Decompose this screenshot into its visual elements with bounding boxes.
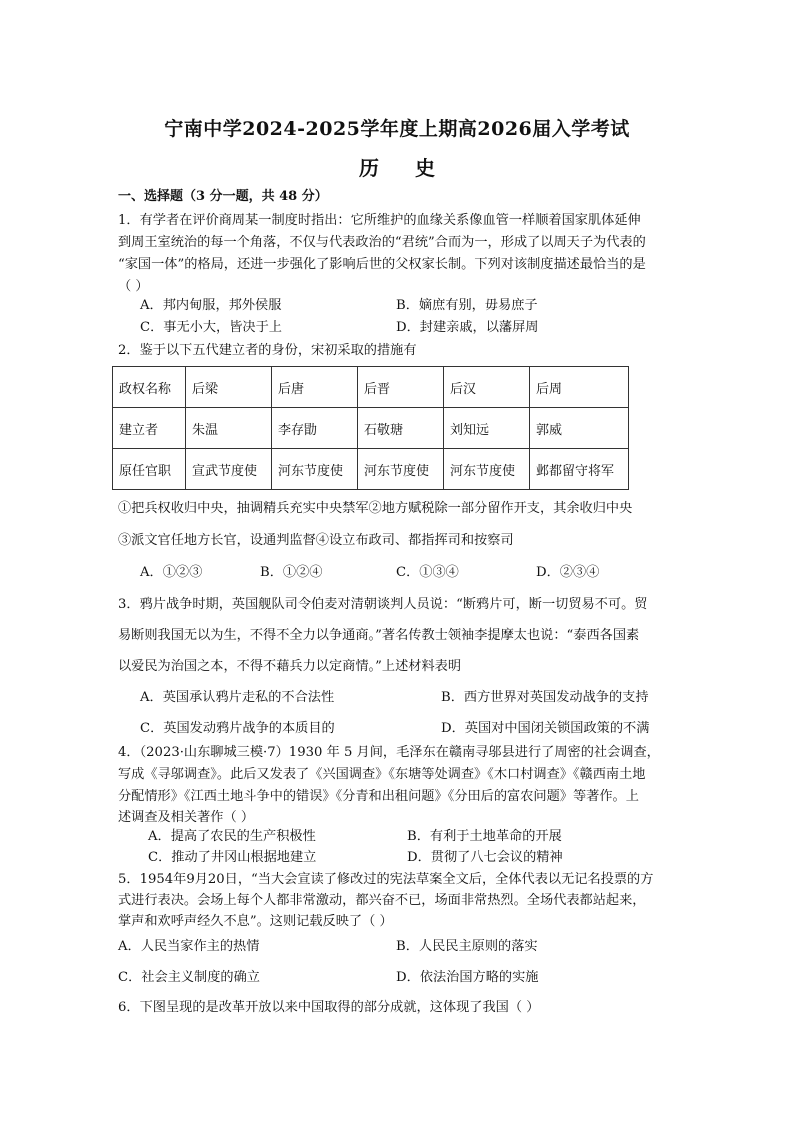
q1-stem-line-4: （ ） <box>118 279 149 294</box>
table-cell: 李存勖 <box>272 408 358 449</box>
table-row <box>113 367 629 408</box>
table-cell: 后梁 <box>186 367 272 408</box>
table-cell: 后周 <box>530 367 629 408</box>
q1-stem-line-2: 到周王室统治的每一个角落，不仅与代表政治的“君统”合而为一，形成了以周天子为代表的 <box>118 235 646 250</box>
q3-stem-line-1: 3．鸦片战争时期，英国舰队司令伯麦对清朝谈判人员说：“断鸦片可，断一切贸易不可。贸 <box>118 597 648 612</box>
table-cell: 朱温 <box>186 408 272 449</box>
q1-stem-line-3: “家国一体”的格局，还进一步强化了影响后世的父权家长制。下列对该制度描述最恰当的是 <box>118 257 646 272</box>
table-cell: 后汉 <box>444 367 530 408</box>
table-cell: 河东节度使 <box>272 449 358 490</box>
q5-option-b[interactable]: B．人民民主原则的落实 <box>396 939 538 954</box>
table-cell: 刘知远 <box>444 408 530 449</box>
q4-option-c[interactable]: C．推动了井冈山根据地建立 <box>148 850 317 865</box>
q4-option-a[interactable]: A．提高了农民的生产积极性 <box>148 829 316 844</box>
q4-stem-line-1: 4．（2023·山东聊城三模·7）1930 年 5 月间，毛泽东在赣南寻邬县进行了周密的社会调查， <box>118 745 660 760</box>
q4-stem-line-2: 写成《寻邬调查》。此后又发表了《兴国调查》《东塘等处调查》《木口村调查》《赣西南土地 <box>118 767 646 782</box>
table-cell: 石敬瑭 <box>358 408 444 449</box>
section-heading: 一、选择题（3 分一题，共 48 分） <box>118 189 328 204</box>
q1-option-b[interactable]: B．嫡庶有别，毋易庶子 <box>396 298 538 313</box>
q3-option-d[interactable]: D．英国对中国闭关锁国政策的不满 <box>441 721 650 736</box>
q1-option-c[interactable]: C．事无小大，皆决于上 <box>140 320 282 335</box>
q5-stem-line-3: 掌声和欢呼声经久不息”。这则记载反映了（ ） <box>118 914 393 929</box>
five-dynasties-table <box>112 366 629 490</box>
table-row <box>113 449 629 490</box>
q5-option-d[interactable]: D．依法治国方略的实施 <box>396 970 539 985</box>
table-cell: 后唐 <box>272 367 358 408</box>
q2-option-c[interactable]: C．①③④ <box>396 565 459 580</box>
q2-option-b[interactable]: B．①②④ <box>260 565 323 580</box>
q2-measure-line-2: ③派文官任地方长官，设通判监督④设立布政司、都指挥司和按察司 <box>118 533 514 548</box>
q4-stem-line-3: 分配情形》《江西土地斗争中的错误》《分青和出租问题》《分田后的富农问题》等著作。上 <box>118 789 639 804</box>
table-cell: 郭威 <box>530 408 629 449</box>
q6-stem: 6．下图呈现的是改革开放以来中国取得的部分成就，这体现了我国（ ） <box>118 1000 540 1015</box>
subject-title <box>0 152 794 181</box>
q2-option-d[interactable]: D．②③④ <box>536 565 600 580</box>
q5-stem-line-1: 5．1954年9月20日，“当大会宣读了修改过的宪法草案全文后，全体代表以无记名投票的方 <box>118 872 654 887</box>
q2-stem: 2．鉴于以下五代建立者的身份，宋初采取的措施有 <box>118 343 417 358</box>
table-cell: 建立者 <box>113 408 186 449</box>
subject-char-2: 史 <box>415 156 435 180</box>
table-cell: 宣武节度使 <box>186 449 272 490</box>
table-row <box>113 408 629 449</box>
q5-option-c[interactable]: C．社会主义制度的确立 <box>118 970 260 985</box>
table-cell: 原任官职 <box>113 449 186 490</box>
q3-stem-line-2: 易断则我国无以为生，不得不全力以争通商。”著名传教士领袖李提摩太也说：“泰西各国素 <box>118 628 640 643</box>
table-cell: 政权名称 <box>113 367 186 408</box>
table-cell: 后晋 <box>358 367 444 408</box>
q1-option-d[interactable]: D．封建亲戚，以藩屏周 <box>396 320 539 335</box>
q3-option-b[interactable]: B．西方世界对英国发动战争的支持 <box>441 690 649 705</box>
q1-stem-line-1: 1．有学者在评价商周某一制度时指出：它所维护的血缘关系像血管一样顺着国家肌体延伸 <box>118 213 641 228</box>
q5-stem-line-2: 式进行表决。会场上每个人都非常激动，都兴奋不已，场面非常热烈。全场代表都站起来， <box>118 893 646 908</box>
table-cell: 河东节度使 <box>444 449 530 490</box>
q3-stem-line-3: 以爱民为治国之本，不得不藉兵力以定商情。”上述材料表明 <box>118 659 462 674</box>
q4-option-d[interactable]: D．贯彻了八七会议的精神 <box>407 850 563 865</box>
subject-char-1: 历 <box>359 156 379 180</box>
exam-title: 宁南中学2024-2025学年度上期高2026届入学考试 <box>164 118 630 140</box>
q4-option-b[interactable]: B．有利于土地革命的开展 <box>407 829 562 844</box>
q3-option-c[interactable]: C．英国发动鸦片战争的本质目的 <box>140 721 335 736</box>
q2-measure-line-1: ①把兵权收归中央，抽调精兵充实中央禁军②地方赋税除一部分留作开支，其余收归中央 <box>118 501 633 516</box>
q3-option-a[interactable]: A．英国承认鸦片走私的不合法性 <box>140 690 335 705</box>
table-cell: 邺都留守将军 <box>530 449 629 490</box>
q4-stem-line-4: 述调查及相关著作（ ） <box>118 810 255 825</box>
q5-option-a[interactable]: A．人民当家作主的热情 <box>118 939 260 954</box>
q2-option-a[interactable]: A．①②③ <box>140 565 203 580</box>
table-cell: 河东节度使 <box>358 449 444 490</box>
q1-option-a[interactable]: A．邦内甸服，邦外侯服 <box>140 298 282 313</box>
